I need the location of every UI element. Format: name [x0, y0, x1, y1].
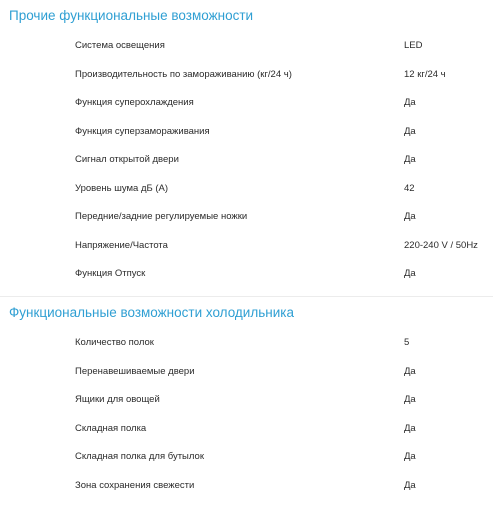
spec-label: Зона сохранения свежести [75, 480, 194, 492]
spec-value: 12 кг/24 ч [404, 69, 446, 81]
spec-value: Да [404, 480, 416, 492]
spec-value: Да [404, 394, 416, 406]
spec-label: Функция Отпуск [75, 268, 145, 280]
spec-label: Складная полка [75, 423, 146, 435]
spec-value: Да [404, 423, 416, 435]
spec-value: 5 [404, 337, 409, 349]
spec-list [0, 40, 493, 297]
spec-row-door-alarm [0, 154, 493, 183]
spec-row-vegetable-drawers [0, 394, 493, 423]
spec-value: Да [404, 366, 416, 378]
spec-row-shelf-count [0, 337, 493, 366]
spec-row-lighting-system [0, 40, 493, 69]
spec-row-reversible-doors [0, 366, 493, 395]
spec-row-voltage-frequency [0, 240, 493, 269]
spec-label: Система освещения [75, 40, 165, 52]
spec-value: Да [404, 126, 416, 138]
spec-value: Да [404, 451, 416, 463]
spec-value: 220-240 V / 50Hz [404, 240, 478, 252]
section-title: Прочие функциональные возможности [9, 8, 253, 23]
section-title: Функциональные возможности холодильника [9, 305, 294, 320]
spec-row-freshness-zone [0, 480, 493, 508]
spec-value: Да [404, 211, 416, 223]
spec-row-adjustable-feet [0, 211, 493, 240]
spec-row-folding-bottle-shelf [0, 451, 493, 480]
spec-label: Производительность по замораживанию (кг/24 ч) [75, 69, 292, 81]
spec-label: Напряжение/Частота [75, 240, 168, 252]
spec-row-freezing-capacity [0, 69, 493, 98]
spec-label: Сигнал открытой двери [75, 154, 179, 166]
spec-value: Да [404, 154, 416, 166]
spec-row-super-cooling [0, 97, 493, 126]
spec-label: Перенавешиваемые двери [75, 366, 195, 378]
spec-value: Да [404, 97, 416, 109]
spec-value: 42 [404, 183, 415, 195]
spec-label: Количество полок [75, 337, 154, 349]
spec-value: Да [404, 268, 416, 280]
spec-value: LED [404, 40, 422, 52]
spec-row-super-freezing [0, 126, 493, 155]
spec-row-noise-level [0, 183, 493, 212]
spec-label: Ящики для овощей [75, 394, 160, 406]
section-divider [0, 296, 493, 297]
spec-label: Функция суперохлаждения [75, 97, 194, 109]
spec-label: Складная полка для бутылок [75, 451, 204, 463]
spec-label: Функция суперзамораживания [75, 126, 210, 138]
spec-row-folding-shelf [0, 423, 493, 452]
spec-list [0, 337, 493, 508]
spec-label: Передние/задние регулируемые ножки [75, 211, 247, 223]
spec-row-vacation-mode [0, 268, 493, 297]
spec-label: Уровень шума дБ (A) [75, 183, 168, 195]
